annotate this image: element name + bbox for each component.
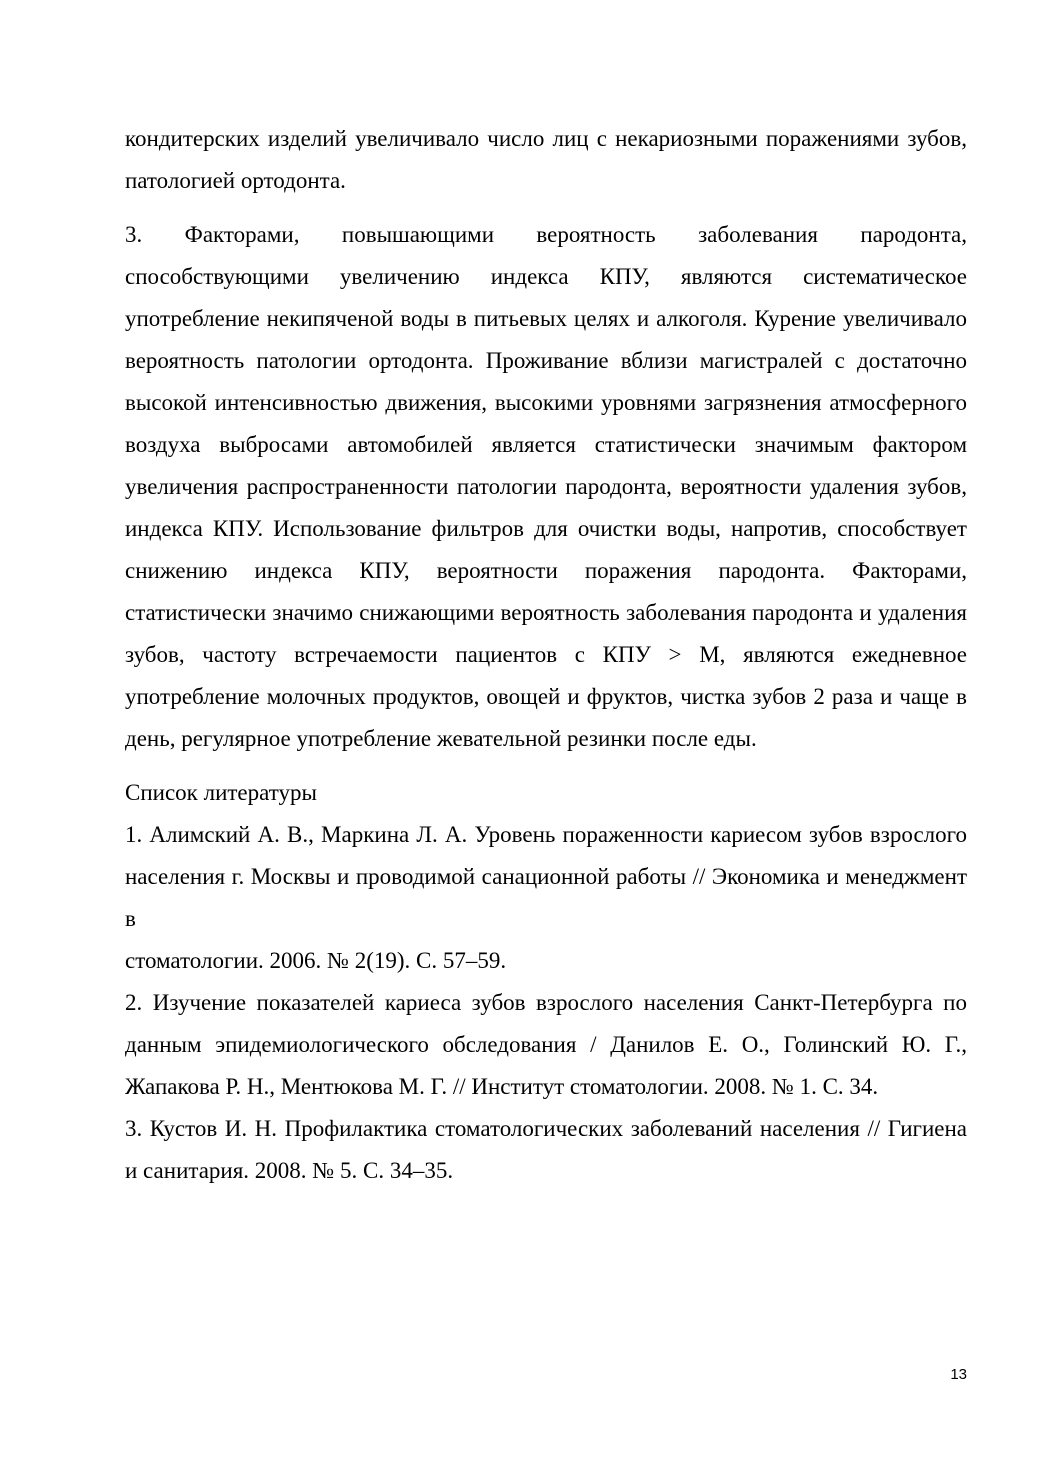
references-list (125, 814, 967, 1192)
references-title: Список литературы (125, 780, 317, 805)
paragraph-conclusion-3: 3. Факторами, повышающими вероятность заболевания пародонта, способствующими увеличению индекса КПУ, являются систематическое употребление некипяченой воды в питьевых целях и алкоголя. Курение увеличивало вероятность патологии ортодонта. Проживание вблизи магистралей с достаточно высокой интенсивностью движения, высокими уровнями загрязнения атмосферного воздуха выбросами автомобилей является статистически значимым фактором увеличения распространенности патологии пародонта, вероятности удаления зубов, индекса КПУ. Использование фильтров для очистки воды, напротив, способствует снижению индекса КПУ, вероятности поражения пародонта. Факторами, статистически значимо снижающими вероятность заболевания пародонта и удаления зубов, частоту встречаемости пациентов с КПУ > М, являются ежедневное употребление молочных продуктов, овощей и фруктов, чистка зубов 2 раза и чаще в день, регулярное употребление жевательной резинки после еды. (125, 222, 967, 751)
page-number: 13 (950, 1366, 967, 1383)
reference-text: 1. Алимский А. В., Маркина Л. А. Уровень пораженности кариесом зубов взрослого населения г. Москвы и проводимой санационной работы // Экономика и менеджмент в (125, 822, 967, 931)
reference-item-1 (125, 814, 967, 982)
page-body (125, 118, 967, 1192)
reference-item-2: 2. Изучение показателей кариеса зубов взрослого населения Санкт-Петербурга по данным эпидемиологического обследования / Данилов Е. О., Голинский Ю. Г., Жапакова Р. Н., Ментюкова М. Г. // Институт стоматологии. 2008. № 1. С. 34. (125, 990, 967, 1099)
reference-continuation: стоматологии. 2006. № 2(19). С. 57–59. (125, 948, 507, 973)
paragraph-continued: кондитерских изделий увеличивало число лиц с некариозными поражениями зубов, патологией ортодонта. (125, 126, 967, 193)
reference-item-3: 3. Кустов И. Н. Профилактика стоматологических заболеваний населения // Гигиена и санитария. 2008. № 5. С. 34–35. (125, 1116, 967, 1183)
